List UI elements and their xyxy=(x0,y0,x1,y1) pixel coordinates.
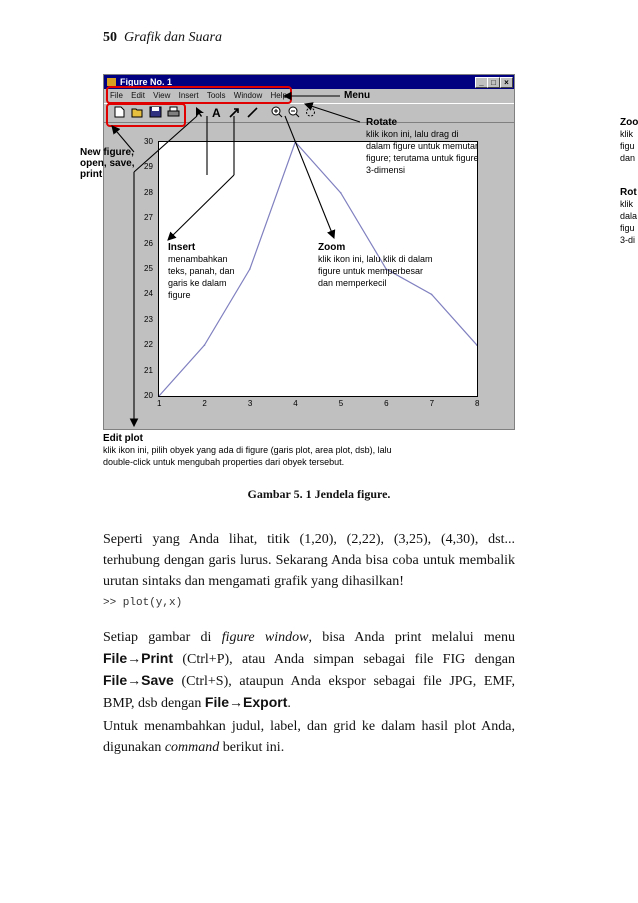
page-number: 50 xyxy=(103,30,117,45)
minimize-button[interactable]: _ xyxy=(475,77,488,88)
svg-text:A: A xyxy=(212,106,221,118)
menu-callout-title: Menu xyxy=(344,90,371,101)
p2-text-2: , bisa Anda print melalui menu xyxy=(308,630,515,645)
x-tick-label: 7 xyxy=(429,399,435,408)
y-tick-label: 26 xyxy=(144,238,153,248)
zoom-callout xyxy=(318,242,488,289)
maximize-button[interactable]: □ xyxy=(487,77,500,88)
rotate-title: Rotate xyxy=(366,117,398,128)
x-tick-label: 8 xyxy=(475,399,480,408)
y-tick-label: 28 xyxy=(144,187,153,197)
menu-tools[interactable]: Tools xyxy=(206,91,226,100)
zoom-text-3: dan memperkecil xyxy=(318,278,387,288)
menu-view[interactable]: View xyxy=(153,91,171,100)
rotate-arrow xyxy=(305,104,360,122)
p2-arrow-1: → xyxy=(127,650,142,666)
p3-emphasis: command xyxy=(164,740,220,755)
y-tick-label: 27 xyxy=(144,213,153,223)
edit-plot-callout xyxy=(103,433,523,468)
insert-text-3: garis ke dalam xyxy=(168,278,227,288)
p2-export: Export xyxy=(243,694,288,710)
zoom-title: Zoom xyxy=(318,242,346,253)
insert-callout xyxy=(168,242,268,301)
new-figure-callout xyxy=(80,147,134,180)
p2-text-4: (Ctrl+S), ataupun Anda ekspor sebagai file JPG, EMF, BMP, dsb dengan xyxy=(103,674,515,711)
x-tick-label: 5 xyxy=(338,399,344,408)
edge-zoom-text-3: dan xyxy=(620,153,636,163)
insert-arrow xyxy=(168,175,234,240)
insert-text-2: teks, panah, dan xyxy=(168,266,235,276)
paragraph-1: Seperti yang Anda lihat, titik (1,20), (2,22), (3,25), (4,30), dst... terhubung dengan garis lurus. Sekarang Anda bisa coba untuk membalik urutan sintaks dan mengamati grafik yang dihasilkan! xyxy=(103,532,515,589)
edge-rotate-callout xyxy=(620,187,638,246)
paragraph-2 xyxy=(103,627,515,714)
insert-text-1: menambahkan xyxy=(168,254,228,264)
y-tick-label: 20 xyxy=(144,391,153,400)
edge-rotate-title: Rot xyxy=(620,187,637,198)
rotate-text-1: klik ikon ini, lalu drag di xyxy=(366,129,459,139)
edge-zoom-text-2: figu xyxy=(620,141,635,151)
zoom-text-2: figure untuk memperbesar xyxy=(318,266,424,276)
figure-caption: Gambar 5. 1 Jendela figure. xyxy=(247,487,391,501)
p3-text-2: berikut ini. xyxy=(219,740,285,755)
edge-rotate-text-3: figu xyxy=(620,223,635,233)
insert-text-4: figure xyxy=(168,290,191,300)
y-tick-label: 23 xyxy=(144,314,153,324)
p2-text-3: (Ctrl+P), atau Anda simpan sebagai file FIG dengan xyxy=(173,652,515,667)
rotate-text-3: figure; terutama untuk figure xyxy=(366,153,479,163)
y-tick-label: 25 xyxy=(144,264,153,273)
menu-edit[interactable]: Edit xyxy=(131,91,145,100)
code-line: >> plot(y,x) xyxy=(103,597,183,609)
p2-text-5: . xyxy=(287,696,291,711)
p2-arrow-3: → xyxy=(229,694,244,710)
zoom-text-1: klik ikon ini, lalu klik di dalam xyxy=(318,254,433,264)
p2-file-1: File xyxy=(103,650,128,666)
y-tick-label: 24 xyxy=(144,289,153,299)
new-figure-line-2: open, save, xyxy=(80,158,135,169)
x-tick-label: 6 xyxy=(384,399,389,408)
p2-text-1: Setiap gambar di xyxy=(103,630,222,645)
x-tick-label: 2 xyxy=(202,399,207,408)
edge-rotate-text-4: 3-di xyxy=(620,235,636,245)
close-button[interactable]: × xyxy=(500,77,513,88)
rotate-text-4: 3-dimensi xyxy=(366,165,406,175)
menu-file[interactable]: File xyxy=(110,91,123,100)
chapter-title: Grafik dan Suara xyxy=(124,30,222,45)
edge-zoom-title: Zoo xyxy=(620,117,638,128)
edge-rotate-text-2: dala xyxy=(620,211,638,221)
edge-zoom-callout xyxy=(620,117,638,164)
p2-file-3: File xyxy=(204,694,230,710)
new-figure-line-1: New figure, xyxy=(80,147,134,158)
x-tick-label: 4 xyxy=(293,399,298,408)
window-title: Figure No. 1 xyxy=(120,77,173,87)
p2-save: Save xyxy=(141,672,174,688)
p2-file-2: File xyxy=(103,672,128,688)
p2-emphasis: figure window xyxy=(221,630,309,645)
edit-plot-line-1 xyxy=(134,116,197,172)
zoom-arrow xyxy=(285,116,334,238)
y-tick-label: 22 xyxy=(144,340,153,350)
edit-plot-title: Edit plot xyxy=(103,433,143,444)
p2-arrow-2: → xyxy=(127,672,142,688)
paragraph-3 xyxy=(103,716,515,758)
y-tick-label: 21 xyxy=(144,365,153,375)
new-figure-line-3: print xyxy=(80,169,103,180)
y-tick-label: 29 xyxy=(144,162,153,172)
rotate-callout xyxy=(366,117,516,176)
edge-zoom-text-1: klik xyxy=(620,129,633,139)
p2-print: Print xyxy=(141,650,174,666)
rotate-text-2: dalam figure untuk memutar xyxy=(366,141,479,151)
menu-help[interactable]: Help xyxy=(270,91,287,100)
edge-rotate-text-1: klik xyxy=(620,199,633,209)
menu-window[interactable]: Window xyxy=(233,91,263,100)
edit-plot-text-1: klik ikon ini, pilih obyek yang ada di figure (garis plot, area plot, dsb), lalu xyxy=(103,445,392,455)
edit-plot-text-2: double-click untuk mengubah properties dari obyek tersebut. xyxy=(103,457,345,467)
y-tick-label: 30 xyxy=(144,137,153,146)
insert-title: Insert xyxy=(168,242,196,253)
p3-text-1: Untuk menambahkan judul, label, dan grid ke dalam hasil plot Anda, digunakan xyxy=(103,719,515,755)
x-tick-label: 3 xyxy=(247,399,253,408)
x-tick-label: 1 xyxy=(157,399,162,408)
menu-insert[interactable]: Insert xyxy=(178,91,199,100)
